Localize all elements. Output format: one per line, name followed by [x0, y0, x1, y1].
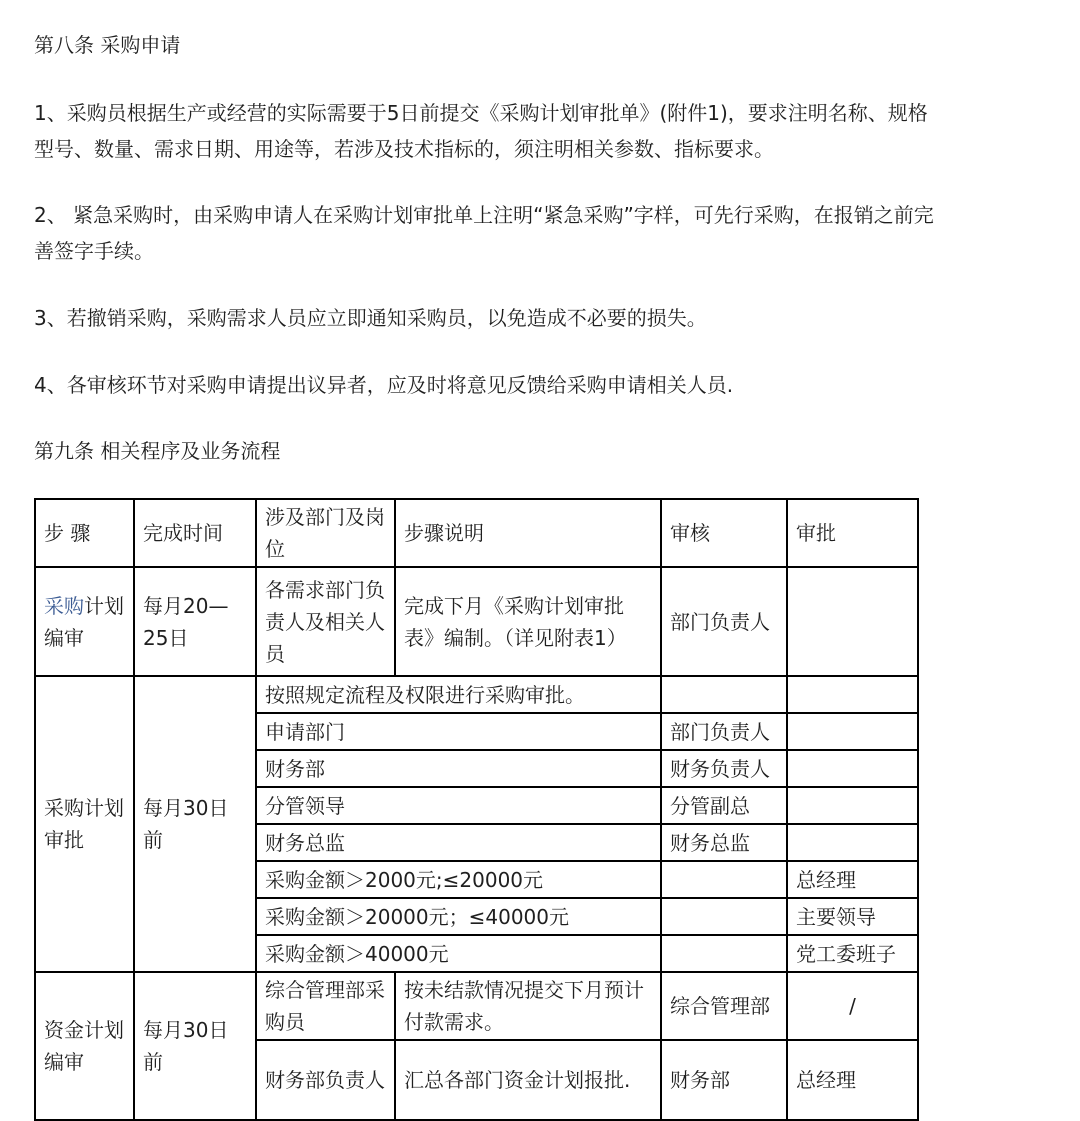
- approve-cell: [787, 676, 918, 713]
- header-review: 审核: [661, 499, 787, 567]
- approve-cell: [787, 787, 918, 824]
- review-cell: 财务部: [661, 1040, 787, 1120]
- step-cell: 采购计划编审: [35, 567, 134, 676]
- review-cell: 财务负责人: [661, 750, 787, 787]
- dept-cell: 采购金额＞40000元: [256, 935, 661, 972]
- table-header-row: [35, 499, 918, 567]
- article-8-item-3: 3、若撤销采购，采购需求人员应立即通知采购员，以免造成不必要的损失。: [34, 306, 707, 330]
- table-row: [35, 567, 918, 676]
- approve-cell: 总经理: [787, 861, 918, 898]
- review-cell: [661, 935, 787, 972]
- approve-cell: [787, 713, 918, 750]
- approve-cell: [787, 567, 918, 676]
- table-row: [35, 676, 918, 713]
- review-cell: 财务总监: [661, 824, 787, 861]
- review-cell: 分管副总: [661, 787, 787, 824]
- article-9-title: 第九条 相关程序及业务流程: [34, 439, 281, 463]
- header-dept: 涉及部门及岗位: [256, 499, 395, 567]
- article-8-title: 第八条 采购申请: [34, 33, 181, 57]
- dept-cell: 财务总监: [256, 824, 661, 861]
- process-table: [34, 498, 919, 1121]
- article-8-item-1: 1、采购员根据生产或经营的实际需要于5日前提交《采购计划审批单》(附件1)，要求注明名称、规格型号、数量、需求日期、用途等，若涉及技术指标的，须注明相关参数、指标要求。: [34, 101, 928, 161]
- desc-cell: 按未结款情况提交下月预计付款需求。: [395, 972, 661, 1040]
- desc-cell: 按照规定流程及权限进行采购审批。: [256, 676, 661, 713]
- article-8-item-4: 4、各审核环节对采购申请提出议异者，应及时将意见反馈给采购申请相关人员.: [34, 373, 734, 397]
- time-cell: 每月30日前: [134, 972, 256, 1120]
- approve-cell: 主要领导: [787, 898, 918, 935]
- header-time: 完成时间: [134, 499, 256, 567]
- step-cell: 资金计划编审: [35, 972, 134, 1120]
- time-cell: 每月30日前: [134, 676, 256, 972]
- review-cell: 部门负责人: [661, 567, 787, 676]
- dept-cell: 采购金额＞2000元;≤20000元: [256, 861, 661, 898]
- approve-cell: [787, 750, 918, 787]
- dept-cell: 财务部负责人: [256, 1040, 395, 1120]
- review-cell: 部门负责人: [661, 713, 787, 750]
- review-cell: 综合管理部: [661, 972, 787, 1040]
- dept-cell: 综合管理部采购员: [256, 972, 395, 1040]
- desc-cell: 汇总各部门资金计划报批.: [395, 1040, 661, 1120]
- header-step: 步 骤: [35, 499, 134, 567]
- step-cell: 采购计划审批: [35, 676, 134, 972]
- review-cell: [661, 898, 787, 935]
- dept-cell: 财务部: [256, 750, 661, 787]
- header-approve: 审批: [787, 499, 918, 567]
- header-desc: 步骤说明: [395, 499, 661, 567]
- approve-cell: 党工委班子: [787, 935, 918, 972]
- step-link-text[interactable]: 采购: [44, 593, 84, 618]
- dept-cell: 分管领导: [256, 787, 661, 824]
- table-row: [35, 972, 918, 1040]
- review-cell: [661, 676, 787, 713]
- dept-cell: 申请部门: [256, 713, 661, 750]
- approve-cell: /: [787, 972, 918, 1040]
- approve-cell: [787, 824, 918, 861]
- approve-cell: 总经理: [787, 1040, 918, 1120]
- article-8-item-2: 2、 紧急采购时，由采购申请人在采购计划审批单上注明“紧急采购”字样，可先行采购，在报销之前完善签字手续。: [34, 203, 934, 263]
- dept-cell: 采购金额＞20000元；≤40000元: [256, 898, 661, 935]
- dept-cell: 各需求部门负责人及相关人员: [256, 567, 395, 676]
- time-cell: 每月20—25日: [134, 567, 256, 676]
- review-cell: [661, 861, 787, 898]
- desc-cell: 完成下月《采购计划审批表》编制。（详见附表1）: [395, 567, 661, 676]
